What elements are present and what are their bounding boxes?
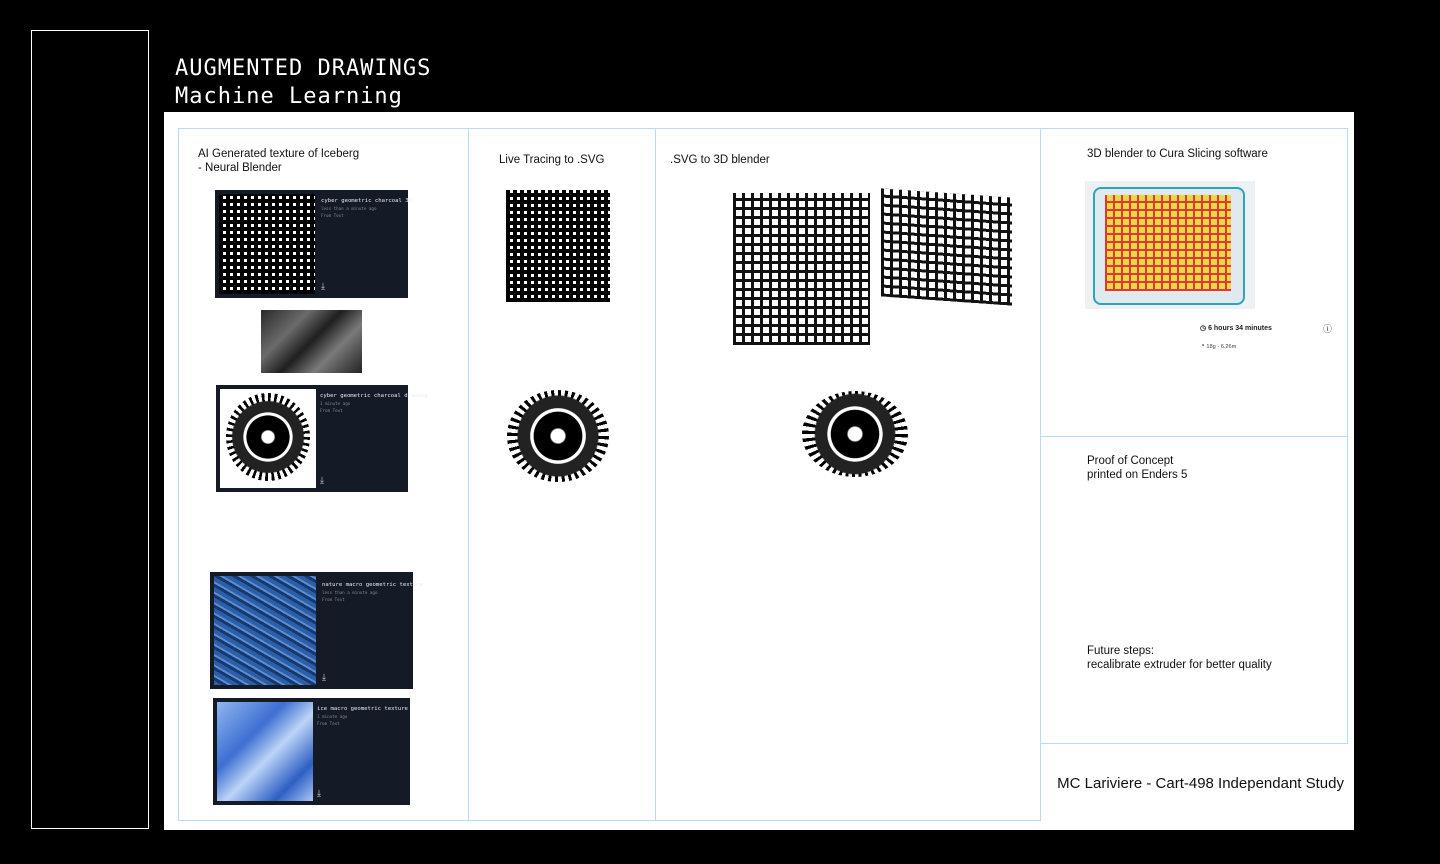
cura-viewport <box>1085 181 1255 309</box>
ai-card-source: From Text <box>322 597 345 602</box>
page-subtitle: Machine Learning <box>175 84 403 109</box>
ai-card[interactable] <box>215 190 412 298</box>
ai-texture-image <box>261 494 362 557</box>
poster-sheet <box>164 112 1354 830</box>
blender-render <box>802 391 908 477</box>
download-icon[interactable]: ⤓ <box>322 672 326 682</box>
ai-card-source: From Text <box>321 213 344 218</box>
svg-trace-image <box>511 315 608 381</box>
blender-render <box>748 599 856 667</box>
ai-card[interactable] <box>213 698 410 805</box>
print-time: 6 hours 34 minutes <box>1208 325 1272 332</box>
ai-texture-image <box>261 310 362 373</box>
side-frame <box>31 30 149 829</box>
trace-column-label: Live Tracing to .SVG <box>499 154 605 166</box>
material-usage: 18g · 6.26m <box>1206 344 1237 350</box>
ai-card-thumbnail <box>220 389 316 488</box>
blender-render <box>733 193 870 345</box>
ai-column-label: AI Generated texture of Iceberg - Neural Blender <box>198 148 360 174</box>
proof-label: Proof of Concept printed on Enders 5 <box>1087 455 1188 481</box>
future-steps: Future steps: recalibrate extruder for better quality <box>1087 645 1272 671</box>
download-icon[interactable]: ⤓ <box>321 281 325 291</box>
svg-trace-image <box>507 499 608 562</box>
ai-card-title: cyber geometric charcoal drawing <box>320 393 428 399</box>
ai-card-title: nature macro geometric texture <box>322 582 424 588</box>
cura-print-preview <box>1105 195 1231 291</box>
svg-trace-image <box>507 390 609 482</box>
cura-column-label: 3D blender to Cura Slicing software <box>1087 148 1268 160</box>
blender-render <box>868 711 990 791</box>
ai-card-source: From Text <box>317 721 340 726</box>
column-cura-slicing <box>1040 128 1348 437</box>
column-ai-generated <box>178 128 469 821</box>
blender-render <box>884 319 1012 345</box>
svg-trace-image <box>506 190 610 302</box>
ai-card[interactable] <box>210 572 424 689</box>
printed-sample-photo <box>1077 503 1195 616</box>
svg-trace-image <box>506 699 610 811</box>
spool-icon: ◔ <box>1200 341 1205 350</box>
ai-card-thumbnail <box>217 702 313 801</box>
info-icon[interactable]: ⓘ <box>1323 324 1333 334</box>
ai-card-time: 1 minute ago <box>320 401 351 406</box>
blender-render <box>881 188 1012 305</box>
blender-render <box>862 599 972 667</box>
blender-render <box>920 409 1000 459</box>
ai-card-thumbnail <box>219 194 315 294</box>
ai-card-time: less than a minute ago <box>322 590 378 595</box>
svg-trace-image <box>506 573 610 684</box>
printed-sample-photo <box>1213 503 1323 615</box>
download-icon[interactable]: ⤓ <box>320 475 324 485</box>
clock-icon: ◷ <box>1200 325 1207 332</box>
column-live-tracing <box>468 128 656 821</box>
ai-card-source: From Text <box>320 408 343 413</box>
download-icon[interactable]: ⤓ <box>317 788 321 798</box>
blender-render <box>765 501 947 569</box>
ai-card-thumbnail <box>214 576 316 685</box>
blender-column-label: .SVG to 3D blender <box>670 154 770 166</box>
column-proof-of-concept <box>1040 436 1348 744</box>
page-title: AUGMENTED DRAWINGS <box>175 56 432 81</box>
column-svg-to-blender <box>655 128 1041 821</box>
ai-card-time: 1 minute ago <box>317 714 348 719</box>
ai-card-title: cyber geometric charcoal 3D <box>321 198 412 204</box>
ai-card[interactable] <box>216 385 428 492</box>
ai-card-time: less than a minute ago <box>321 206 377 211</box>
blender-render <box>738 713 857 791</box>
credit-line: MC Lariviere - Cart-498 Independant Study <box>1057 775 1344 792</box>
ai-card-title: ice macro geometric texture <box>317 706 408 712</box>
